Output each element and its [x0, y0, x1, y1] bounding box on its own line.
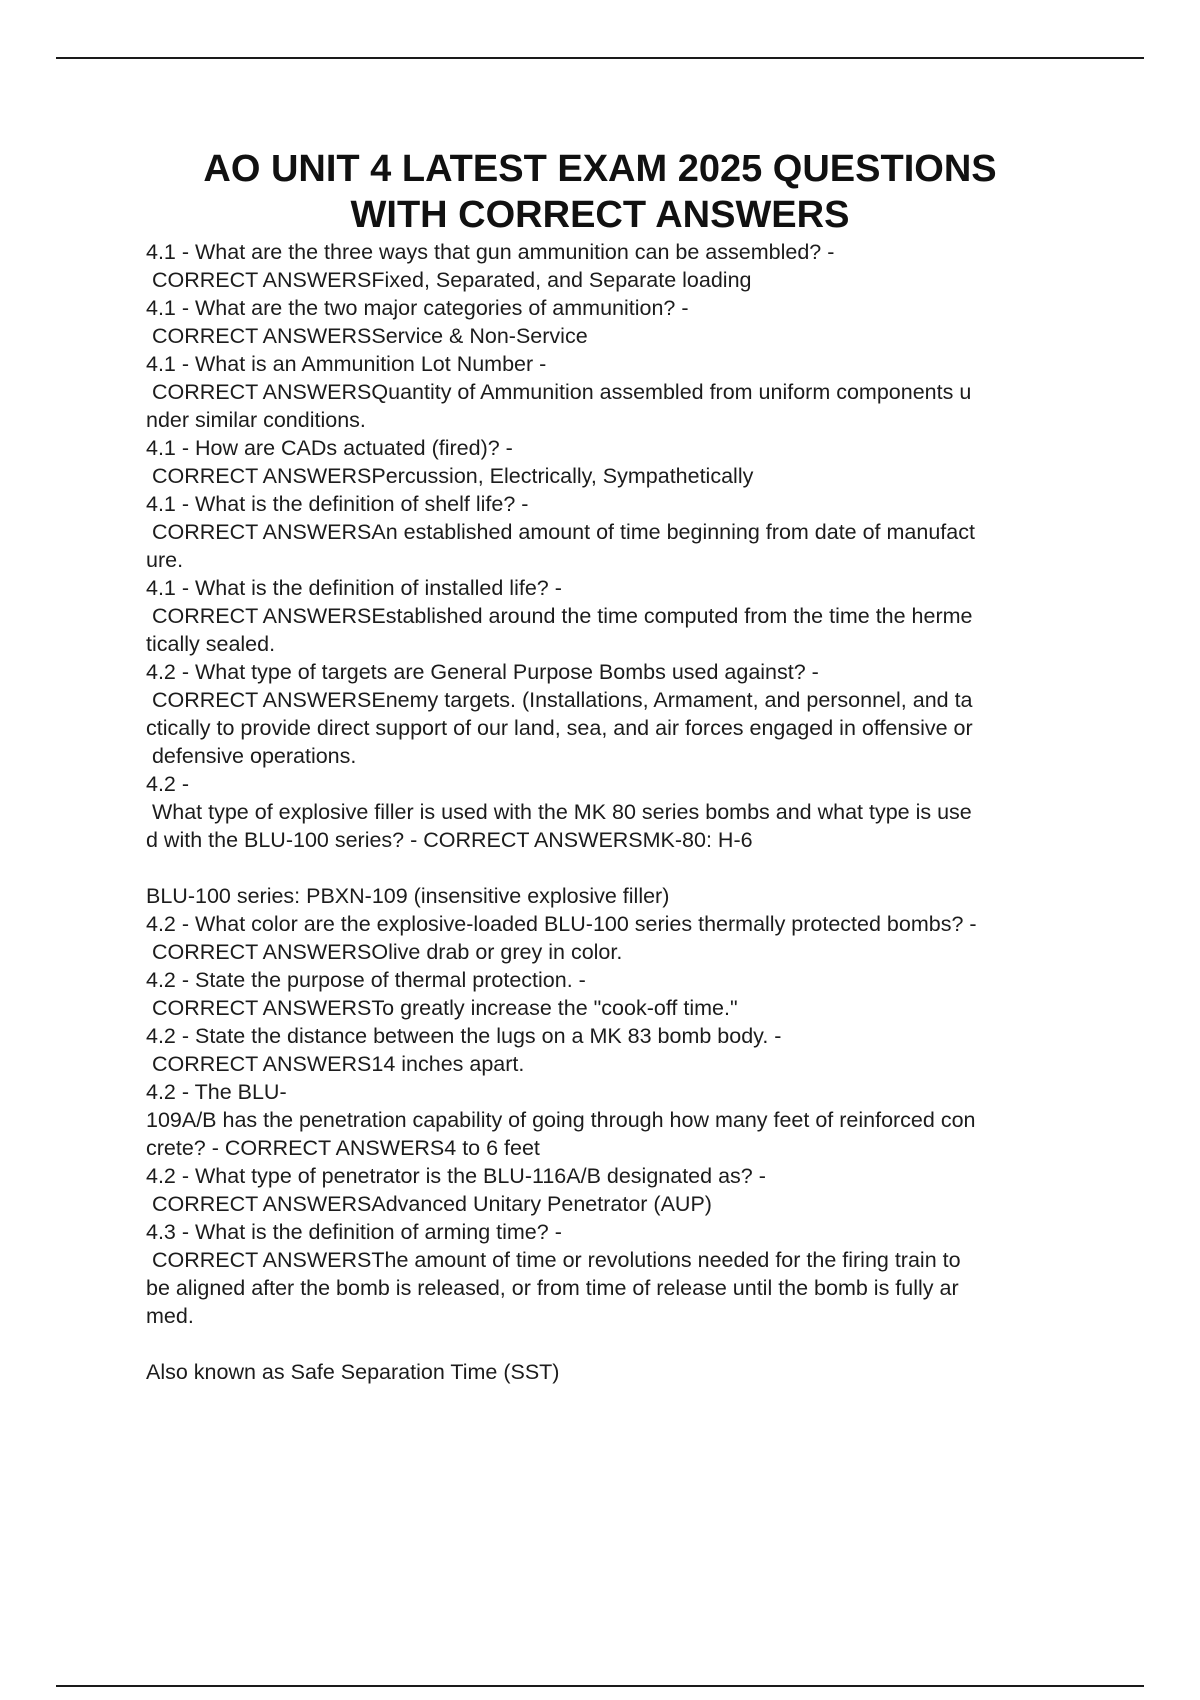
document-title: [100, 146, 1100, 238]
blank-line: [146, 854, 1096, 882]
text-line: CORRECT ANSWERSThe amount of time or revolutions needed for the firing train to: [146, 1248, 961, 1272]
text-line: 4.2 - What type of targets are General Purpose Bombs used against? -: [146, 660, 819, 684]
text-line: nder similar conditions.: [146, 408, 366, 432]
text-line: 4.2 - State the distance between the lugs on a MK 83 bomb body. -: [146, 1024, 782, 1048]
text-line: ure.: [146, 548, 184, 572]
text-line: CORRECT ANSWERSOlive drab or grey in color.: [146, 940, 623, 964]
text-line: CORRECT ANSWERS14 inches apart.: [146, 1052, 525, 1076]
text-line: CORRECT ANSWERSEnemy targets. (Installations, Armament, and personnel, and ta: [146, 688, 973, 712]
text-line: BLU-100 series: PBXN-109 (insensitive explosive filler): [146, 884, 670, 908]
title-line-1: AO UNIT 4 LATEST EXAM 2025 QUESTIONS: [203, 148, 997, 190]
text-line: tically sealed.: [146, 632, 276, 656]
text-line: 4.2 - What color are the explosive-loaded BLU-100 series thermally protected bombs? -: [146, 912, 977, 936]
text-line: crete? - CORRECT ANSWERS4 to 6 feet: [146, 1136, 540, 1160]
text-line: ctically to provide direct support of our land, sea, and air forces engaged in offensive or: [146, 716, 973, 740]
text-line: 4.2 -: [146, 772, 190, 796]
text-line: CORRECT ANSWERSTo greatly increase the "cook-off time.": [146, 996, 738, 1020]
text-line: be aligned after the bomb is released, or from time of release until the bomb is fully ar: [146, 1276, 959, 1300]
text-line: defensive operations.: [146, 744, 357, 768]
blank-line: [146, 1330, 1096, 1358]
text-line: CORRECT ANSWERSFixed, Separated, and Separate loading: [146, 268, 752, 292]
title-line-2: WITH CORRECT ANSWERS: [350, 194, 850, 236]
text-line: 4.3 - What is the definition of arming time? -: [146, 1220, 562, 1244]
text-line: 4.1 - How are CADs actuated (fired)? -: [146, 436, 513, 460]
text-line: What type of explosive filler is used with the MK 80 series bombs and what type is use: [146, 800, 972, 824]
text-line: 4.2 - State the purpose of thermal protection. -: [146, 968, 586, 992]
text-line: CORRECT ANSWERSEstablished around the time computed from the time the herme: [146, 604, 973, 628]
bottom-divider: [56, 1685, 1144, 1687]
text-line: Also known as Safe Separation Time (SST): [146, 1360, 560, 1384]
text-line: CORRECT ANSWERSAn established amount of time beginning from date of manufact: [146, 520, 975, 544]
text-line: CORRECT ANSWERSQuantity of Ammunition assembled from uniform components u: [146, 380, 972, 404]
text-line: 4.1 - What is an Ammunition Lot Number -: [146, 352, 547, 376]
text-line: 109A/B has the penetration capability of going through how many feet of reinforced con: [146, 1108, 976, 1132]
text-line: 4.1 - What are the two major categories of ammunition? -: [146, 296, 689, 320]
top-divider: [56, 57, 1144, 59]
text-line: CORRECT ANSWERSAdvanced Unitary Penetrator (AUP): [146, 1192, 712, 1216]
text-line: 4.1 - What is the definition of installed life? -: [146, 576, 562, 600]
text-line: d with the BLU-100 series? - CORRECT ANSWERSMK-80: H-6: [146, 828, 753, 852]
text-line: med.: [146, 1304, 194, 1328]
text-line: CORRECT ANSWERSService & Non-Service: [146, 324, 588, 348]
text-line: 4.2 - The BLU-: [146, 1080, 287, 1104]
document-body: [146, 238, 1096, 1386]
text-line: CORRECT ANSWERSPercussion, Electrically, Sympathetically: [146, 464, 754, 488]
text-line: 4.1 - What is the definition of shelf life? -: [146, 492, 529, 516]
text-line: 4.2 - What type of penetrator is the BLU-116A/B designated as? -: [146, 1164, 766, 1188]
text-line: 4.1 - What are the three ways that gun ammunition can be assembled? -: [146, 240, 835, 264]
